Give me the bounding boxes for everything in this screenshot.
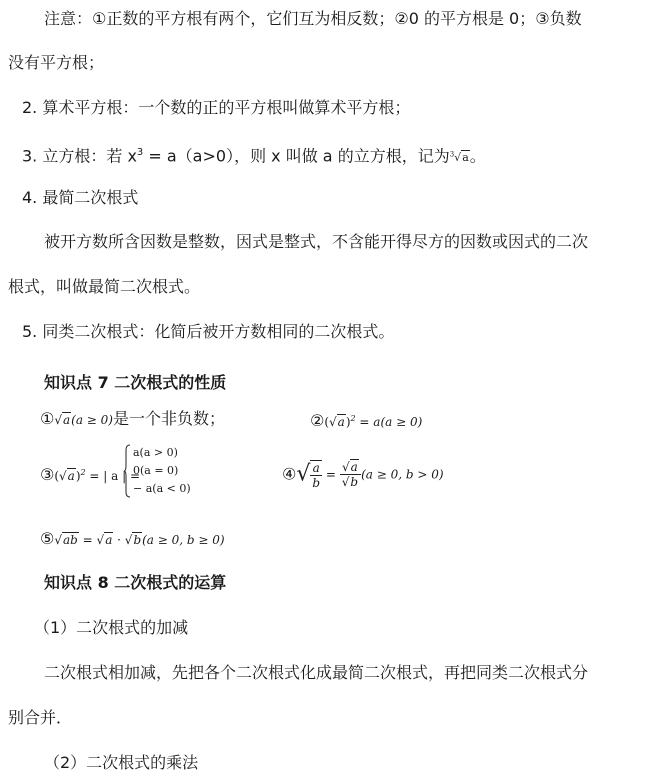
cube-root-superscript: 3 xyxy=(136,147,144,158)
property-5 xyxy=(40,528,225,551)
p4-marker: ④ xyxy=(282,464,297,484)
p4-formula: √ $\frac{a}{b}$ = $\frac{√a}{√b}$ (a ≥ 0, b > 0) xyxy=(296,460,444,490)
kp8-para-line-1: 二次根式相加减，先把各个二次根式化成最简二次根式，再把同类二次根式分 xyxy=(44,663,589,682)
p3-exponent: 2 xyxy=(80,468,86,477)
p1-radicand: a xyxy=(63,413,71,427)
p1-condition: (a ≥ 0) xyxy=(71,413,113,427)
p3-case-3: − a(a < 0) xyxy=(133,482,191,495)
p2-marker: ② xyxy=(310,411,325,430)
p3-cases xyxy=(124,444,204,500)
item-similar-roots: 5. 同类二次根式：化简后被开方数相同的二次根式。 xyxy=(22,322,395,341)
p4-lhs-num: a xyxy=(310,461,322,476)
cube-root-radicand: a xyxy=(462,151,469,165)
p2-radicand: a xyxy=(337,415,345,429)
p4-lhs-den: b xyxy=(312,475,321,490)
left-brace-icon xyxy=(124,444,130,498)
cube-root-index: 3 xyxy=(449,150,455,159)
cube-root-suffix: 。 xyxy=(469,146,486,166)
p5-r2: b xyxy=(133,533,142,547)
simplest-root-line-1: 被开方数所含因数是整数，因式是整式，不含能开得尽方的因数或因式的二次 xyxy=(44,232,589,251)
p4-lhs-fraction xyxy=(310,460,322,490)
p3-radicand: a xyxy=(67,469,75,483)
kp8-title: 知识点 8 二次根式的运算 xyxy=(44,573,227,592)
p3-case-2: 0(a = 0) xyxy=(133,464,179,477)
p2-rhs: = a(a ≥ 0) xyxy=(355,415,423,429)
p4-rhs-fraction: $\frac{√a}{√b}$ xyxy=(340,460,361,489)
kp8-sub-multiply: （2）二次根式的乘法 xyxy=(44,753,199,772)
property-4 xyxy=(282,454,444,494)
p2-exponent: 2 xyxy=(350,414,356,423)
p3-marker: ③ xyxy=(40,465,55,484)
p5-condition: (a ≥ 0, b ≥ 0) xyxy=(142,533,225,547)
property-2 xyxy=(310,408,422,433)
p4-rhs-num: a xyxy=(350,460,358,475)
property-1 xyxy=(40,408,225,431)
p5-marker: ⑤ xyxy=(40,529,55,548)
p5-formula: √ab = √a · √b(a ≥ 0, b ≥ 0) xyxy=(54,533,225,547)
p5-lhs-radicand: ab xyxy=(63,533,78,547)
p5-r1: a xyxy=(105,533,113,547)
simplest-root-line-2: 根式，叫做最简二次根式。 xyxy=(8,277,201,296)
p1-formula: √a(a ≥ 0) xyxy=(54,413,113,427)
p4-rhs-den: b xyxy=(350,475,359,490)
item-arithmetic-root: 2. 算术平方根：一个数的正的平方根叫做算术平方根； xyxy=(22,98,411,117)
p3-case-1: a(a > 0) xyxy=(133,446,178,459)
p3-formula: $(√a)^2$ = | a | = xyxy=(54,468,141,483)
p4-condition: (a ≥ 0, b > 0) xyxy=(361,467,444,482)
kp7-title: 知识点 7 二次根式的性质 xyxy=(44,373,227,392)
cube-root-notation: $^3$√a xyxy=(449,150,469,165)
p2-formula: $(√a)^2 = a(a \ge 0)$ xyxy=(324,414,423,429)
p1-text: 是一个非负数； xyxy=(113,409,226,428)
p1-marker: ① xyxy=(40,409,55,428)
cube-root-middle: = a（a>0），则 x 叫做 a 的立方根，记为 xyxy=(143,146,450,166)
cube-root-prefix: 3. 立方根：若 x xyxy=(22,146,137,166)
kp8-para-line-2: 别合并． xyxy=(8,708,73,727)
item-simplest-root-title: 4. 最简二次根式 xyxy=(22,188,139,207)
note-line-1: 注意：①正数的平方根有两个，它们互为相反数；②0 的平方根是 0；③负数 xyxy=(44,9,582,28)
kp8-sub-add: （1）二次根式的加减 xyxy=(34,618,189,637)
p3-middle: = | a | = xyxy=(85,469,141,483)
note-line-2: 没有平方根； xyxy=(8,53,105,72)
item-cube-root xyxy=(22,142,486,169)
